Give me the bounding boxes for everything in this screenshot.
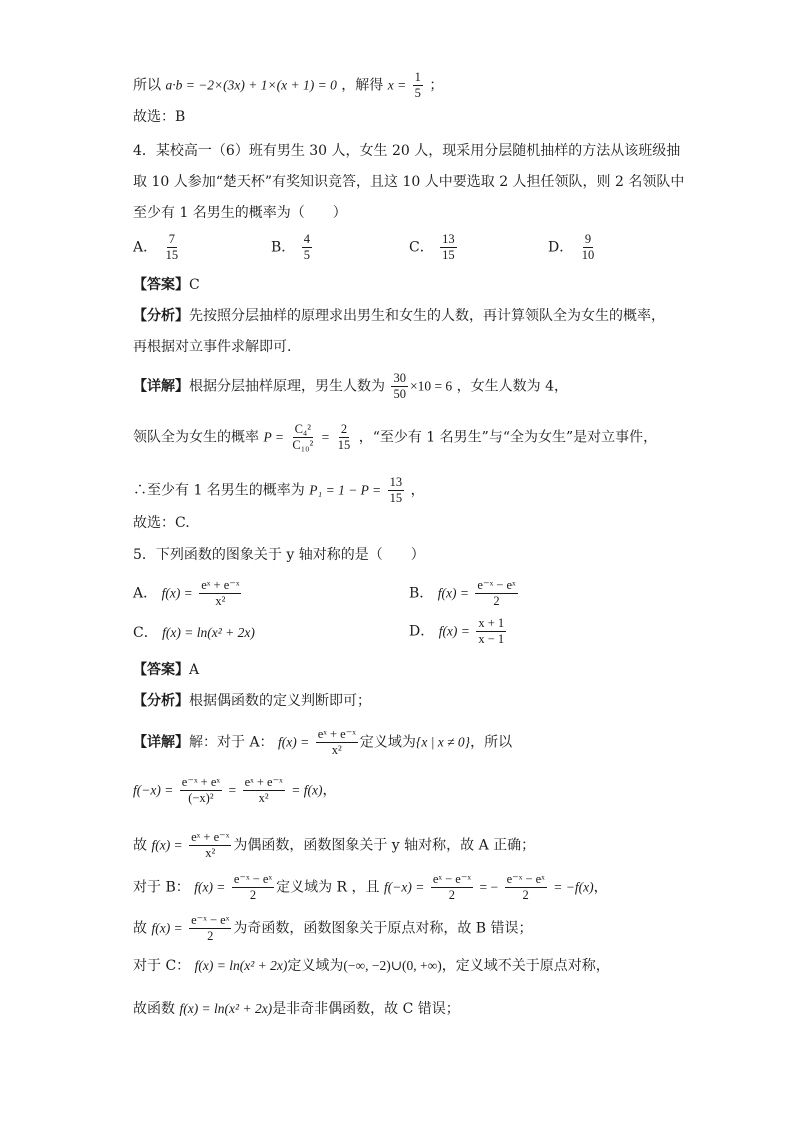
- detail-tag: 【详解】: [133, 734, 189, 751]
- math: (−∞, −2)∪(0, +∞): [343, 958, 442, 973]
- answer-value: A: [189, 662, 200, 678]
- q4-detail-line2: [133, 422, 657, 453]
- q4-detail-line3: [133, 475, 425, 506]
- fraction: $\frac{\text{eˣ + e⁻ˣ}}{\text{x²}}$: [317, 727, 356, 757]
- q4-detail-line1: [133, 371, 568, 402]
- q5-detail-line6: [133, 956, 610, 976]
- q5-stem: 5．下列函数的图象关于 y 轴对称的是（ ）: [133, 547, 425, 563]
- text: ，解得: [341, 77, 384, 94]
- text: 为奇函数，函数图象关于原点对称，故 B 错误；: [233, 920, 533, 937]
- fraction: $\frac{7}{15}$: [165, 232, 179, 262]
- fraction: $\frac{30}{50}$: [393, 371, 406, 401]
- option-label: B．: [409, 585, 434, 602]
- prev-solution-line: [133, 70, 443, 101]
- math: = −f(x): [553, 879, 594, 895]
- q5-option-b: [409, 578, 520, 609]
- option-label: B．: [271, 239, 296, 256]
- q4-analysis-line1: [133, 306, 665, 326]
- text: 解：对于 A：: [189, 734, 274, 751]
- fraction: $\frac{\text{e⁻ˣ − eˣ}}{2}$: [233, 872, 273, 902]
- text: 故: [133, 920, 147, 937]
- analysis-tag: 【分析】: [133, 308, 189, 324]
- text: 领队全为女生的概率: [133, 429, 259, 446]
- q4-final: 故选：C.: [133, 515, 190, 531]
- option-label: C．: [133, 625, 158, 641]
- q4-option-d: [548, 232, 598, 263]
- math: f(x) =: [151, 837, 183, 853]
- text: 定义域为: [359, 734, 416, 751]
- option-label: A．: [133, 585, 158, 602]
- q5-detail-line7: [133, 999, 460, 1019]
- option-label: D．: [548, 239, 574, 256]
- fraction: $\frac{13}{15}$: [442, 232, 455, 262]
- text: ，所以: [470, 734, 513, 751]
- q5-detail-line4: [133, 872, 608, 903]
- q4-option-c: [409, 232, 459, 263]
- math: = f(x): [291, 782, 323, 798]
- fraction: $\frac{\text{e⁻ˣ − eˣ}}{2}$: [506, 872, 545, 902]
- text: 为偶函数，函数图象关于 y 轴对称，故 A 正确；: [233, 837, 536, 854]
- math: ×10 = 6: [409, 378, 453, 394]
- option-label: C．: [409, 239, 434, 256]
- math: f(x) = ln(x² + 2x): [194, 958, 288, 973]
- math: f(x) = ln(x² + 2x): [179, 1001, 273, 1016]
- text: ，“至少有 1 名男生”与“全为女生”是对立事件，: [358, 429, 658, 446]
- text: 故函数: [133, 1001, 175, 1017]
- math: =: [321, 429, 330, 445]
- fraction: $\frac{\text{e⁻ˣ − eˣ}}{2}$: [191, 913, 230, 943]
- text: ，: [410, 482, 425, 499]
- q4-option-a: [133, 232, 182, 263]
- fraction: $\frac{\text{e⁻ˣ − eˣ}}{2}$: [477, 578, 516, 608]
- text: 先按照分层抽样的原理求出男生和女生的人数，再计算领队全为女生的概率，: [189, 308, 665, 324]
- fraction: $\frac{4}{5}$: [303, 232, 310, 262]
- q5-detail-line3: [133, 830, 535, 861]
- fraction: $\frac{\text{eˣ + e⁻ˣ}}{\text{x²}}$: [244, 775, 283, 805]
- math: = −: [479, 879, 499, 895]
- fraction: $\frac{13}{15}$: [389, 475, 403, 505]
- text: ∴至少有 1 名男生的概率为: [133, 482, 305, 499]
- prev-answer: 故选：B: [133, 109, 186, 125]
- answer-value: C: [189, 277, 200, 293]
- fraction: $\frac{\text{eˣ + e⁻ˣ}}{\text{x²}}$: [191, 830, 230, 860]
- text: ；: [429, 77, 444, 94]
- math: f(x) =: [278, 734, 310, 750]
- option-label: D．: [409, 623, 435, 640]
- q5-option-d: [409, 616, 508, 647]
- q5-detail-line5: [133, 913, 533, 944]
- q5-detail-line2: [133, 775, 336, 806]
- text: 对于 C：: [133, 958, 191, 974]
- option-label: A．: [133, 239, 158, 256]
- answer-tag: 【答案】: [133, 277, 189, 293]
- q4-stem-line1: 4．某校高一（6）班有男生 30 人，女生 20 人，现采用分层随机抽样的方法从该班级抽: [133, 143, 681, 159]
- text: ，定义域不关于原点对称，: [441, 958, 610, 974]
- math: f(x) =: [438, 623, 470, 639]
- fraction: $\frac{9}{10}$: [581, 232, 595, 262]
- math: =: [228, 782, 237, 798]
- q4-answer: [133, 275, 200, 295]
- text: 所以: [133, 77, 161, 94]
- q5-option-c: [133, 622, 255, 642]
- fraction: $\frac{x + 1}{x - 1}$: [478, 616, 505, 646]
- math: f(x) =: [161, 585, 193, 601]
- text: ，: [593, 879, 608, 896]
- fraction: $\frac{\text{e⁻ˣ + eˣ}}{\text{(−x)²}}$: [181, 775, 221, 805]
- math: P₁ = 1 − P =: [309, 482, 382, 498]
- math: f(−x) =: [133, 782, 174, 798]
- text: 定义域为: [287, 958, 344, 974]
- text: 定义域为 R ，且: [276, 879, 380, 896]
- math: f(−x) =: [384, 879, 425, 895]
- fraction: $\frac{\text{C₄²}}{\text{C₁₀²}}$: [292, 422, 314, 452]
- answer-tag: 【答案】: [133, 662, 189, 678]
- q5-analysis: [133, 691, 371, 711]
- math: {x | x ≠ 0}: [415, 734, 471, 750]
- q4-analysis-line2: 再根据对立事件求解即可.: [133, 339, 292, 355]
- detail-tag: 【详解】: [133, 378, 189, 395]
- math: f(x) =: [151, 920, 183, 936]
- q4-option-b: [271, 232, 314, 263]
- fraction: $\frac{2}{15}$: [337, 422, 351, 452]
- text: 对于 B：: [133, 879, 190, 896]
- q4-stem-line3: 至少有 1 名男生的概率为（ ）: [133, 205, 347, 221]
- q5-option-a: [133, 578, 243, 609]
- fraction: $\frac{\text{eˣ + e⁻ˣ}}{\text{x²}}$: [201, 578, 240, 608]
- text: ，女生人数为 4，: [456, 378, 568, 395]
- analysis-tag: 【分析】: [133, 693, 189, 709]
- q5-detail-line1: [133, 727, 512, 758]
- text: 是非奇非偶函数，故 C 错误；: [272, 1001, 460, 1017]
- text: 根据偶函数的定义判断即可；: [189, 693, 371, 709]
- math: f(x) =: [194, 879, 226, 895]
- math: f(x) = ln(x² + 2x): [162, 625, 255, 640]
- math-x: x =: [387, 77, 407, 93]
- fraction: $\frac{1}{5}$: [414, 70, 421, 100]
- fraction: $\frac{\text{eˣ − e⁻ˣ}}{2}$: [432, 872, 472, 902]
- q4-stem-line2: 取 10 人参加“楚天杯”有奖知识竞答，且这 10 人中要选取 2 人担任领队，则 2 名领队中: [133, 174, 685, 190]
- dot-product-equation: a·b = −2×(3x) + 1×(x + 1) = 0: [165, 77, 337, 93]
- text: 故: [133, 837, 147, 854]
- text: 根据分层抽样原理，男生人数为: [189, 378, 385, 395]
- text: ，: [322, 782, 337, 799]
- math: P =: [263, 429, 284, 445]
- math: f(x) =: [437, 585, 469, 601]
- q5-answer: [133, 660, 199, 680]
